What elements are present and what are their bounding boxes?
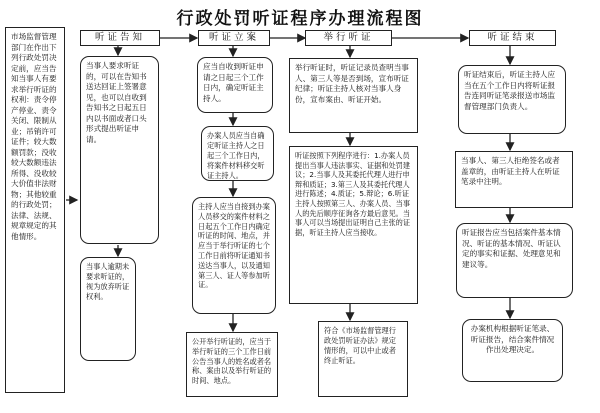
header-hearing-notice: 听证告知 [80, 30, 160, 46]
page-title: 行政处罚听证程序办理流程图 [176, 9, 424, 29]
filing-notice-box: 公开举行听证的，应当于举行听证的三个工作日前公告当事人的姓名或者名称、案由以及举行听证的时间、地点。 [186, 332, 278, 397]
conclusion-sign-box: 当事人、第三人拒绝签名或者盖章的，由听证主持人在听证笔录中注明。 [455, 151, 573, 208]
header-hearing-conduct: 举行听证 [305, 30, 392, 46]
header-hearing-conclusion: 听证结束 [469, 30, 556, 46]
intro-box: 市场监督管理部门在作出下列行政处罚决定前，应当告知当事人有要求举行听证的权利：责令停产停业、责令关闭、限制从业；吊销许可证件；较大数额罚款；没收较大数额违法所得、没收较大价值非法财物；其他较重的行政处罚；法律、法规、规章规定的其他情形。 [5, 27, 65, 393]
conduct-start-box: 举行听证时，听证记录员查明当事人、第三人等是否到场，宣布听证纪律；听证主持人核对当事人身份，宣布案由、听证开始。 [289, 58, 418, 133]
conduct-record-box: 符合《市场监督管理行政处罚听证办法》规定情形的，可以中止或者终止听证。 [318, 321, 408, 397]
conduct-process-box: 听证按照下列程序进行：1.办案人员提出当事人违法事实、证据和处罚建议；2.当事人及其委托代理人进行申辩和质证；3.第三人及其委托代理人进行陈述；4.质证；5.辩论；6.听证主持人按照第三人、办案人员、当事人的先后顺序征询各方最后意见。当事人可以当场提出证明自己主张的证据，听证主持人应当接收。 [289, 146, 418, 304]
filing-prepare-box: 主持人应当自接到办案人员移交的案件材料之日起五个工作日内确定听证的时间、地点，并应当于举行听证的七个工作日前将听证通知书送达当事人，以及通知第三人、证人等参加听证。 [192, 197, 276, 314]
filing-decide-box: 应当自收到听证申请之日起三个工作日内，确定听证主持人。 [197, 57, 273, 113]
header-hearing-filing: 听证立案 [198, 30, 270, 46]
conclusion-report-box: 听证结束后，听证主持人应当在五个工作日内将听证报告连同听证笔录报送市场监督管理部门负责人。 [458, 65, 566, 134]
filing-host-box: 办案人员应当自确定听证主持人之日起三个工作日内，将案件材料移交听证主持人。 [201, 126, 274, 181]
conclusion-final-box: 办案机构根据听证笔录、听证报告，结合案件情况作出处理决定。 [462, 319, 563, 382]
notice-waive-box: 当事人逾期未要求听证的，视为放弃听证权利。 [80, 257, 136, 361]
conclusion-review-box: 听证报告应当包括案件基本情况、听证的基本情况、听证认定的事实和证据、处理意见和建议等。 [456, 223, 573, 298]
notice-request-box: 当事人要求听证的，可以在告知书送达回证上签署意见，也可以自收到告知书之日起五日内以书面或者口头形式提出听证申请。 [80, 56, 159, 244]
